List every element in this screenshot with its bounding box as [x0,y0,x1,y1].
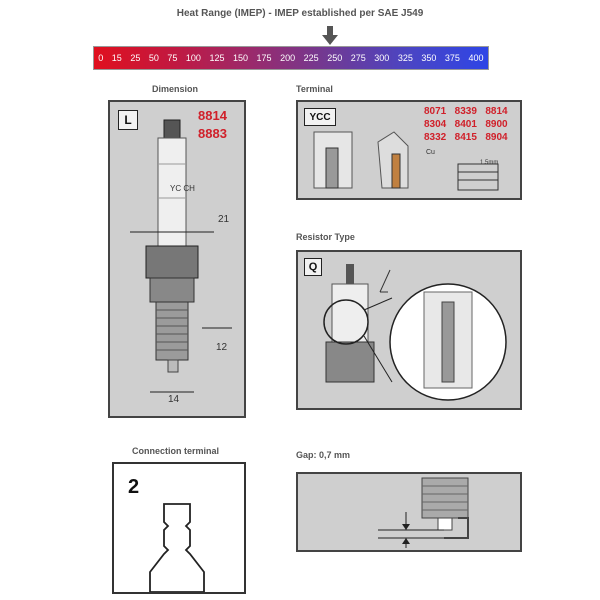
terminal-number: 8332 [424,132,447,143]
connection-terminal-label: Connection terminal [132,446,220,456]
dimension-number-1: 8814 [198,108,227,123]
heat-range-value: 0 [98,53,104,63]
terminal-number: 8071 [424,106,447,117]
gap-label: Gap: 0,7 mm [296,450,351,460]
dimension-reach: 12 [216,342,228,353]
heat-range-value: 275 [350,53,366,63]
terminal-electrode-drawing [298,102,520,198]
terminal-number: 8814 [485,106,508,117]
heat-range-value: 325 [397,53,413,63]
dimension-label: Dimension [152,84,199,94]
heat-range-value: 300 [374,53,390,63]
connection-terminal-panel [112,462,246,594]
heat-range-value: 25 [130,53,141,63]
terminal-number: 8904 [485,132,508,143]
heat-range-value: 175 [256,53,272,63]
heat-range-value: 75 [167,53,178,63]
terminal-code-badge: YCC [304,108,336,126]
heat-range-value: 375 [444,53,460,63]
terminal-label: Terminal [296,84,333,94]
dimension-number-2: 8883 [198,126,227,141]
plug-insulator-text: YC CH [170,184,195,193]
dimension-hex-size: 21 [218,214,230,225]
heat-range-value: 400 [468,53,484,63]
terminal-number: 8900 [485,119,508,130]
heat-range-scale [93,46,489,70]
terminal-panel [296,100,522,200]
terminal-number: 8415 [454,132,477,143]
heat-range-value: 250 [327,53,343,63]
terminal-cu-label: Cu [426,149,435,156]
gap-panel [296,472,522,552]
connection-terminal-drawing [114,464,244,592]
spark-plug-dimension-drawing [110,102,244,416]
terminal-gap-label: 1.5mm [480,160,499,166]
terminal-number: 8401 [454,119,477,130]
dimension-panel [108,100,246,418]
resistor-cutaway-drawing [298,252,520,408]
heat-range-value: 150 [233,53,249,63]
heat-range-value: 125 [209,53,225,63]
heat-range-value: 15 [111,53,122,63]
heat-range-value: 100 [185,53,201,63]
dimension-thread-diameter: 14 [168,394,180,405]
terminal-number: 8339 [454,106,477,117]
resistor-label: Resistor Type [296,232,355,242]
gap-electrode-drawing [298,474,520,550]
down-arrow-icon [320,26,340,46]
resistor-panel [296,250,522,410]
heat-range-value: 50 [148,53,159,63]
terminal-number: 8304 [424,119,447,130]
heat-range-title: Heat Range (IMEP) - IMEP established per SAE J549 [176,8,424,19]
heat-range-value: 200 [280,53,296,63]
resistor-code-badge: Q [304,258,322,276]
heat-range-value: 225 [303,53,319,63]
dimension-code-badge: L [118,110,138,130]
connection-terminal-code: 2 [128,476,140,498]
heat-range-value: 350 [421,53,437,63]
